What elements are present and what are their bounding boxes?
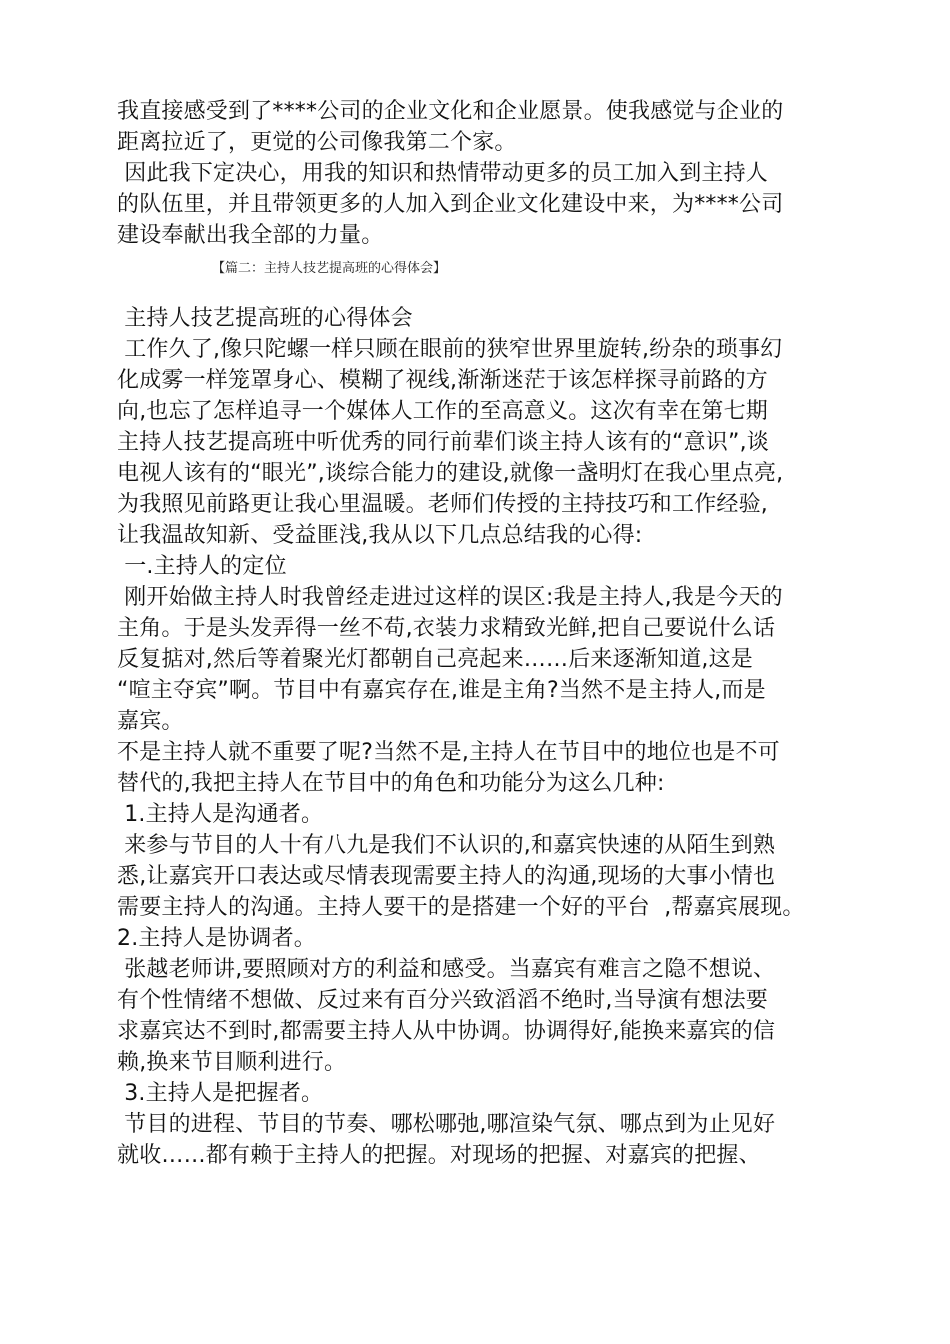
section-host-positioning (117, 551, 837, 1171)
text-line: 的队伍里，并且带领更多的人加入到企业文化建设中来，为****公司 (117, 192, 784, 217)
text-line: 主持人技艺提高班中听优秀的同行前辈们谈主持人该有的“意识”,谈 (117, 430, 769, 455)
text-line: 有个性情绪不想做、反过来有百分兴致滔滔不绝时,当导演有想法要 (117, 988, 768, 1013)
text-line: 嘉宾。 (117, 709, 184, 734)
text-line: 悉,让嘉宾开口表达或尽情表现需要主持人的沟通,现场的大事小情也 (117, 864, 776, 889)
list-item-heading: 1.主持人是沟通者。 (117, 802, 324, 827)
text-line: 替代的,我把主持人在节目中的角色和功能分为这么几种: (117, 771, 665, 796)
text-line: 节目的进程、节目的节奏、哪松哪弛,哪渲染气氛、哪点到为止见好 (117, 1112, 776, 1137)
text-line: 化成雾一样笼罩身心、模糊了视线,渐渐迷茫于该怎样探寻前路的方 (117, 368, 768, 393)
text-line: 来参与节目的人十有八九是我们不认识的,和嘉宾快速的从陌生到熟 (117, 833, 776, 858)
text-line: 不是主持人就不重要了呢?当然不是,主持人在节目中的地位也是不可 (117, 740, 780, 765)
list-item-heading: 3.主持人是把握者。 (117, 1081, 324, 1106)
list-item-heading: 2.主持人是协调者。 (117, 926, 316, 951)
text-line: 需要主持人的沟通。主持人要干的是搭建一个好的平台 ,帮嘉宾展现。 (117, 895, 805, 920)
paragraph-company-culture (117, 96, 837, 251)
text-line: 我直接感受到了****公司的企业文化和企业愿景。使我感觉与企业的 (117, 99, 784, 124)
text-line: 建设奉献出我全部的力量。 (117, 223, 384, 248)
text-line: 刚开始做主持人时我曾经走进过这样的误区:我是主持人,我是今天的 (117, 585, 783, 610)
text-line: 赖,换来节目顺利进行。 (117, 1050, 347, 1075)
text-line: 求嘉宾达不到时,都需要主持人从中协调。协调得好,能换来嘉宾的信 (117, 1019, 776, 1044)
text-line: 因此我下定决心，用我的知识和热情带动更多的员工加入到主持人 (117, 161, 768, 186)
text-line: 主角。于是头发弄得一丝不苟,衣装力求精致光鲜,把自己要说什么话 (117, 616, 776, 641)
text-line: 工作久了,像只陀螺一样只顾在眼前的狭窄世界里旋转,纷杂的琐事幻 (117, 337, 783, 362)
document-page (117, 96, 837, 1171)
paragraph-intro (117, 334, 837, 551)
text-line: “喧主夺宾”啊。节目中有嘉宾存在,谁是主角?当然不是主持人,而是 (117, 678, 766, 703)
text-line: 就收……都有赖于主持人的把握。对现场的把握、对嘉宾的把握、 (117, 1143, 761, 1168)
section-heading: 一.主持人的定位 (117, 554, 287, 579)
text-line: 电视人该有的“眼光”,谈综合能力的建设,就像一盏明灯在我心里点亮, (117, 461, 784, 486)
article-title: 主持人技艺提高班的心得体会 (117, 306, 413, 331)
text-line: 向,也忘了怎样追寻一个媒体人工作的至高意义。这次有幸在第七期 (117, 399, 768, 424)
section-subtitle: 【篇二：主持人技艺提高班的心得体会】 (212, 261, 447, 276)
text-line: 张越老师讲,要照顾对方的利益和感受。当嘉宾有难言之隐不想说、 (117, 957, 776, 982)
text-line: 为我照见前路更让我心里温暖。老师们传授的主持技巧和工作经验, (117, 492, 768, 517)
text-line: 距离拉近了，更觉的公司像我第二个家。 (117, 130, 517, 155)
text-line: 让我温故知新、受益匪浅,我从以下几点总结我的心得: (117, 523, 643, 548)
text-line: 反复掂对,然后等着聚光灯都朝自己亮起来……后来逐渐知道,这是 (117, 647, 753, 672)
